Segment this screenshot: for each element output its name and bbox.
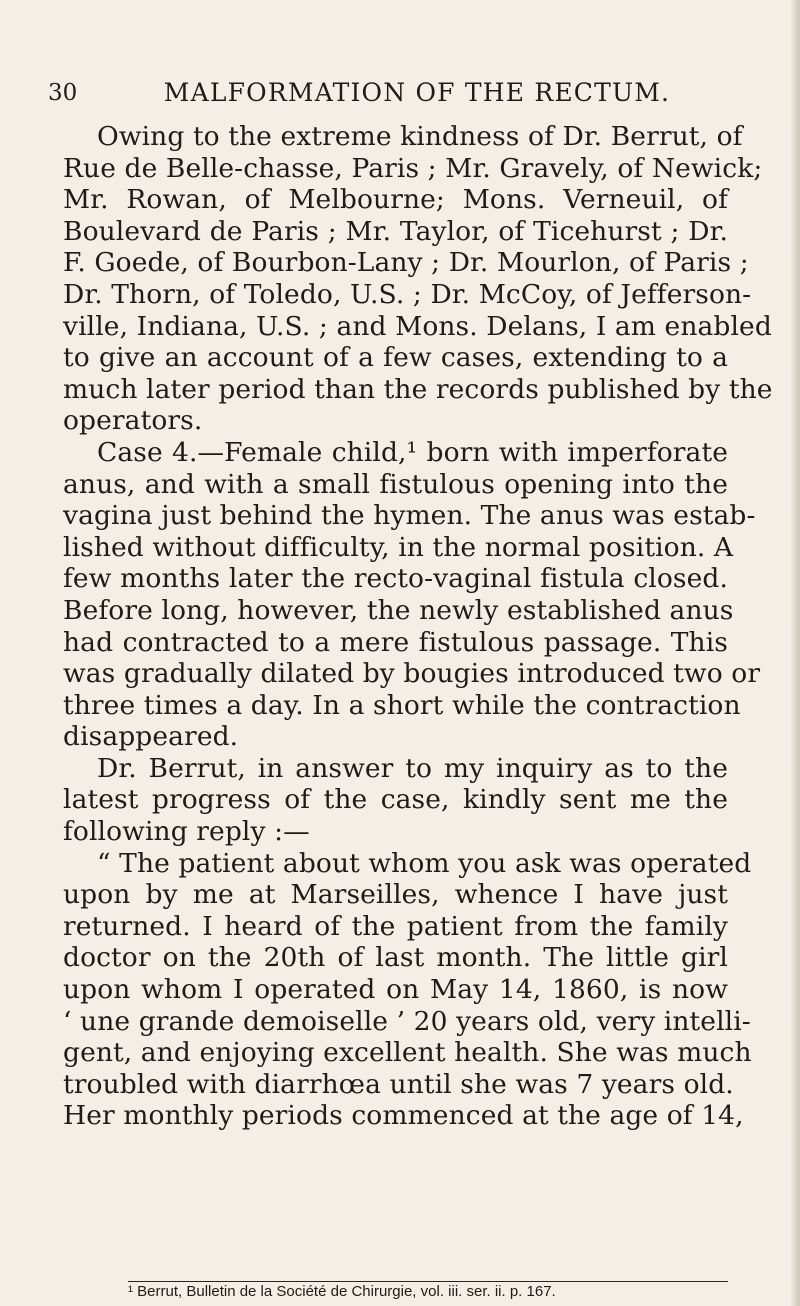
text-line: returned. I heard of the patient from the family bbox=[63, 910, 728, 942]
text-line: latest progress of the case, kindly sent me the bbox=[63, 784, 728, 816]
text-line: operators. bbox=[63, 405, 203, 437]
text-line: much later period than the records published by the bbox=[63, 373, 773, 405]
text-line: ‘ une grande demoiselle ’ 20 years old, very intelli- bbox=[63, 1005, 751, 1037]
text-line: Dr. Berrut, in answer to my inquiry as to the bbox=[97, 752, 728, 784]
text-line: Before long, however, the newly established anus bbox=[63, 594, 734, 626]
text-line: Boulevard de Paris ; Mr. Taylor, of Ticehurst ; Dr. bbox=[63, 215, 728, 247]
text-line: Owing to the extreme kindness of Dr. Berrut, of bbox=[97, 121, 743, 152]
text-line: disappeared. bbox=[63, 721, 239, 753]
text-line: F. Goede, of Bourbon-Lany ; Dr. Mourlon, of Paris ; bbox=[63, 247, 749, 279]
page-number: 30 bbox=[48, 80, 78, 106]
text-line: vagina just behind the hymen. The anus was estab- bbox=[63, 500, 756, 532]
footnote-rule bbox=[128, 1281, 728, 1282]
text-line: Case 4.—Female child,¹ born with imperforate bbox=[97, 436, 728, 468]
text-line: anus, and with a small fistulous opening into the bbox=[63, 468, 728, 500]
running-title: MALFORMATION OF THE RECTUM. bbox=[163, 78, 671, 107]
page-edge-shadow bbox=[790, 0, 800, 1306]
text-line: Mr. Rowan, of Melbourne; Mons. Verneuil, of bbox=[63, 184, 728, 216]
text-line: to give an account of a few cases, extending to a bbox=[63, 342, 728, 374]
text-line: was gradually dilated by bougies introduced two or bbox=[63, 658, 761, 690]
text-line: lished without difficulty, in the normal position. A bbox=[63, 531, 734, 563]
text-line: ville, Indiana, U.S. ; and Mons. Delans, I am enabled bbox=[63, 310, 772, 342]
text-line: upon by me at Marseilles, whence I have just bbox=[63, 879, 728, 911]
text-line: gent, and enjoying excellent health. She was much bbox=[63, 1037, 752, 1069]
text-line: Rue de Belle-chasse, Paris ; Mr. Gravely, of Newick; bbox=[63, 152, 763, 184]
text-line: following reply :— bbox=[63, 816, 310, 848]
text-line: Her monthly periods commenced at the age of 14, bbox=[63, 1100, 744, 1132]
text-line: three times a day. In a short while the contraction bbox=[63, 689, 741, 721]
page-header bbox=[0, 74, 800, 114]
text-line: troubled with diarrhœa until she was 7 years old. bbox=[63, 1068, 734, 1100]
text-line: few months later the recto-vaginal fistula closed. bbox=[63, 563, 728, 595]
footnote: ¹ Berrut, Bulletin de la Société de Chirurgie, vol. iii. ser. ii. p. 167. bbox=[128, 1283, 556, 1300]
text-line: Dr. Thorn, of Toledo, U.S. ; Dr. McCoy, of Jefferson- bbox=[63, 278, 752, 310]
text-line: doctor on the 20th of last month. The little girl bbox=[63, 942, 728, 974]
text-line: upon whom I operated on May 14, 1860, is now bbox=[63, 974, 728, 1006]
body-text bbox=[63, 121, 773, 1132]
text-line: had contracted to a mere fistulous passage. This bbox=[63, 626, 728, 658]
text-line: “ The patient about whom you ask was operated bbox=[97, 847, 752, 879]
